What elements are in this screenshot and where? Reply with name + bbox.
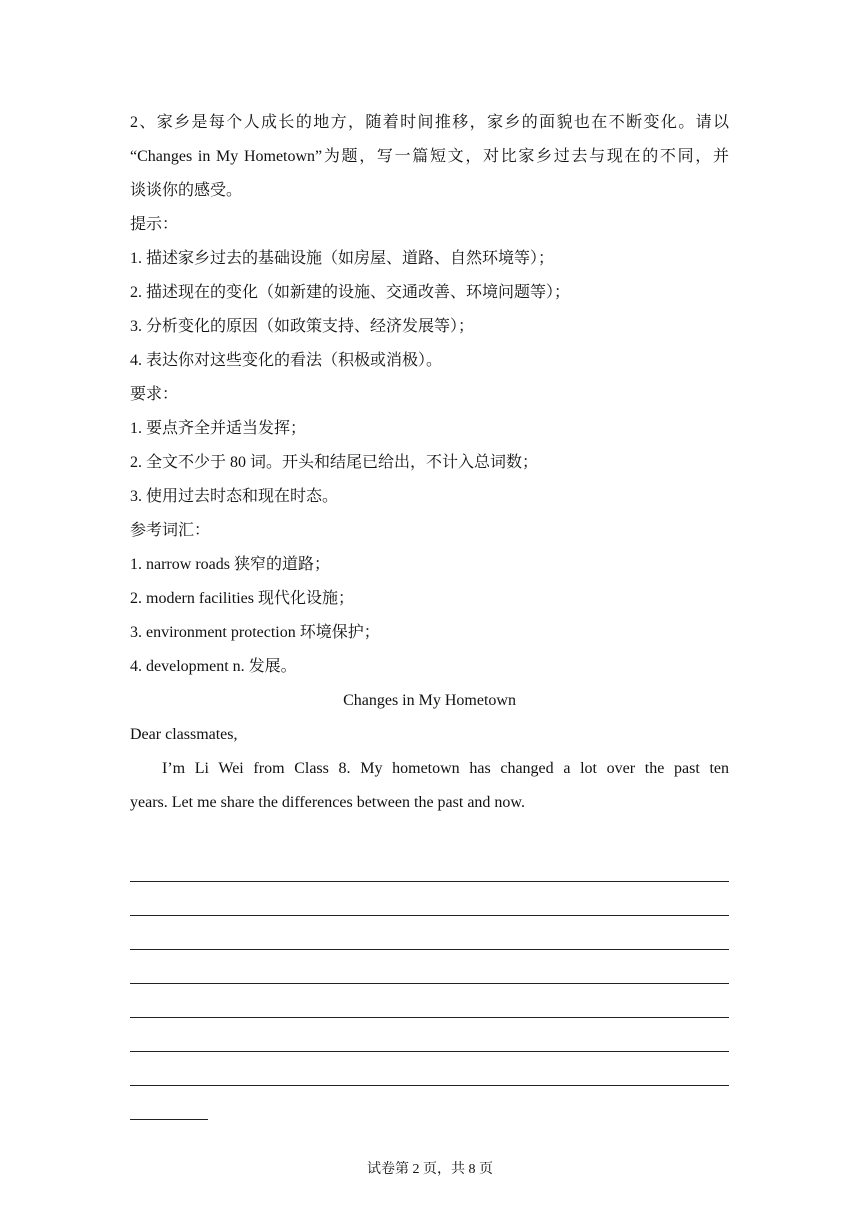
answer-line[interactable] [130,990,729,1024]
exam-page [130,106,729,1126]
essay-greeting: Dear classmates, [130,726,238,743]
answer-line[interactable] [130,1024,729,1058]
hints-label: 提示： [130,216,179,233]
essay-title: Changes in My Hometown [343,692,516,709]
requirements-list [130,412,729,514]
page-footer: 试卷第 2 页，共 8 页 [367,1162,493,1177]
essay-opening-line: years. Let me share the differences between the past and now. [130,794,525,811]
vocab-list [130,548,729,684]
answer-line[interactable] [130,956,729,990]
vocab-label: 参考词汇： [130,522,211,539]
hint-item: 4. 表达你对这些变化的看法（积极或消极）。 [130,352,443,369]
intro-line: “Changes in My Hometown”为题，写一篇短文，对比家乡过去与现在的不同，并 [130,148,729,165]
requirement-item: 3. 使用过去时态和现在时态。 [130,488,339,505]
hints-list [130,242,729,378]
requirement-item: 2. 全文不少于 80 词。开头和结尾已给出，不计入总词数； [130,454,539,471]
vocab-item: 3. environment protection 环境保护； [130,624,380,641]
essay-opening-line: I’m Li Wei from Class 8. My hometown has changed a lot over the past ten [162,760,729,777]
question-intro [130,106,729,208]
answer-area[interactable] [130,854,729,1126]
hint-item: 1. 描述家乡过去的基础设施（如房屋、道路、自然环境等）； [130,250,555,267]
answer-line[interactable] [130,1058,729,1092]
hint-item: 3. 分析变化的原因（如政策支持、经济发展等）； [130,318,475,335]
vocab-item: 4. development n. 发展。 [130,658,297,675]
answer-line-short[interactable] [130,1092,729,1126]
vocab-item: 2. modern facilities 现代化设施； [130,590,354,607]
requirement-item: 1. 要点齐全并适当发挥； [130,420,307,437]
answer-line[interactable] [130,854,729,888]
intro-line: 谈谈你的感受。 [130,182,243,199]
requirements-label: 要求： [130,386,179,403]
answer-line[interactable] [130,888,729,922]
vocab-item: 1. narrow roads 狭窄的道路； [130,556,330,573]
hint-item: 2. 描述现在的变化（如新建的设施、交通改善、环境问题等）； [130,284,571,301]
intro-line: 2、家乡是每个人成长的地方，随着时间推移，家乡的面貌也在不断变化。请以 [130,114,729,131]
answer-line[interactable] [130,922,729,956]
